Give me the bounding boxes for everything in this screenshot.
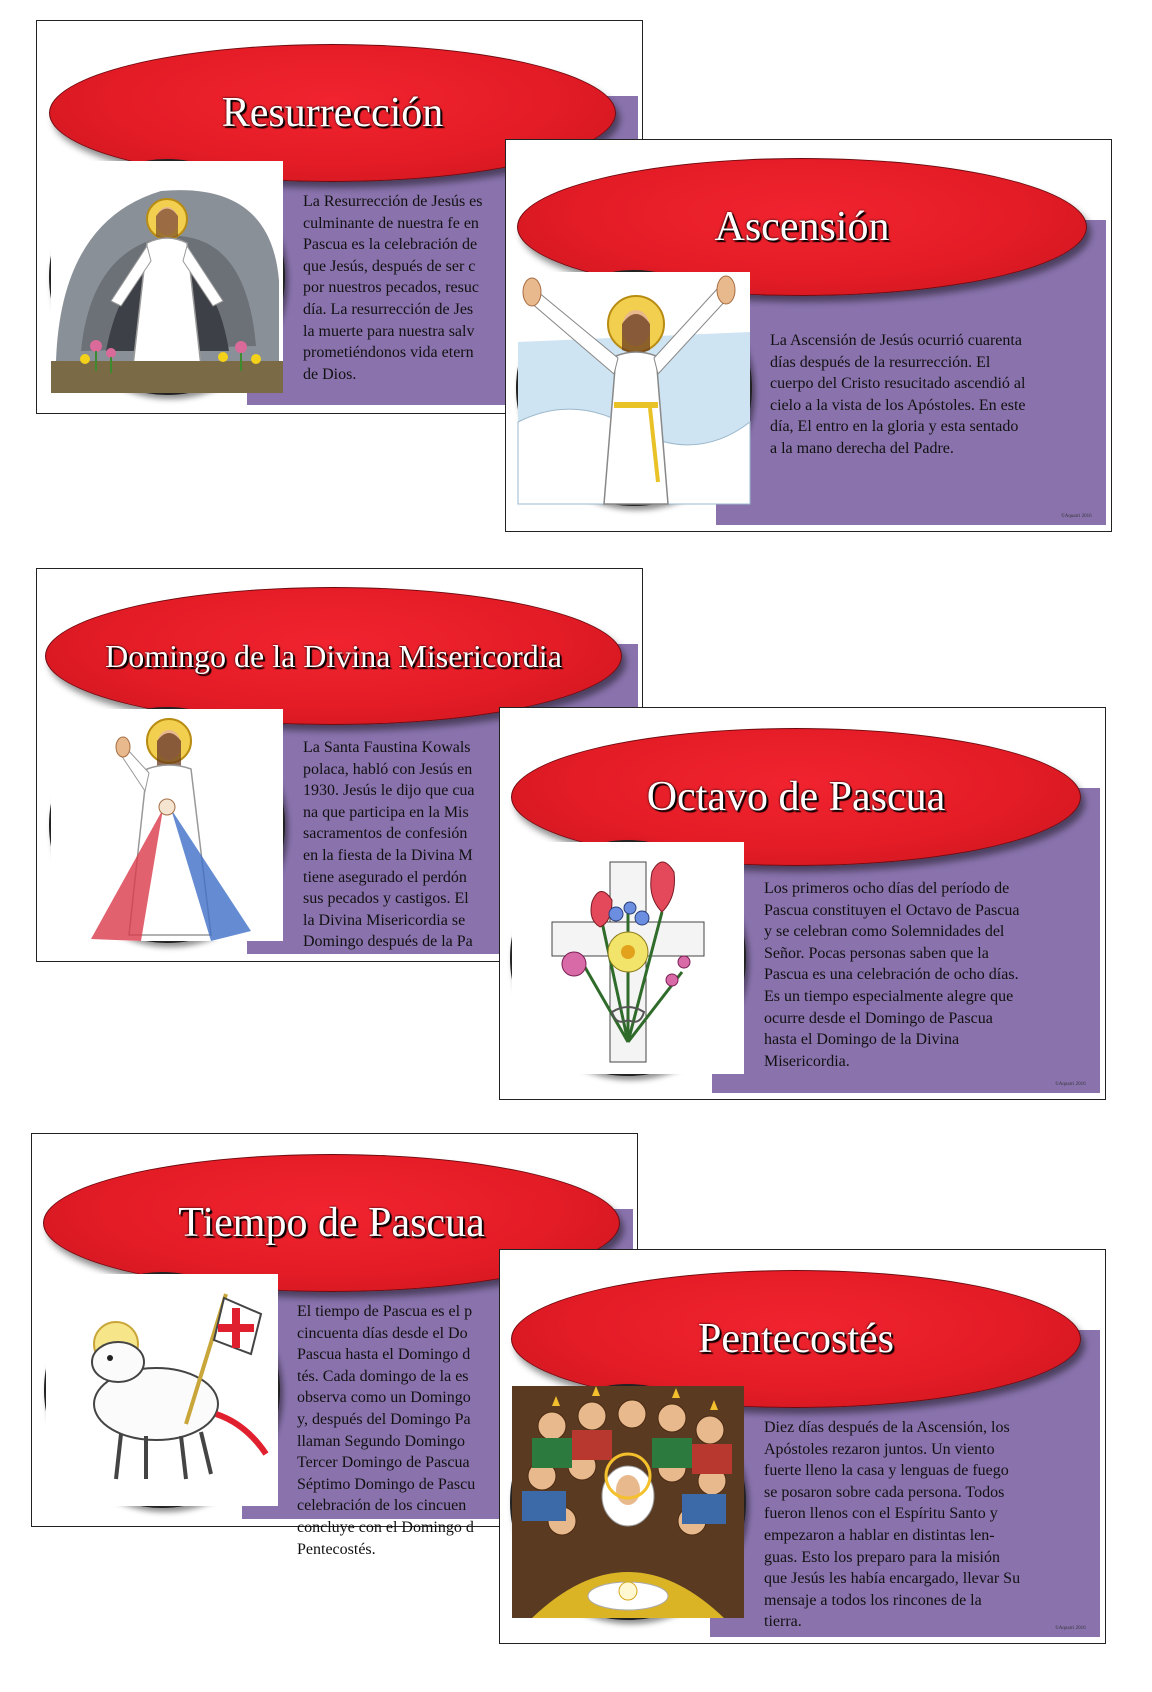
card-body-text: El tiempo de Pascua es el p cincuenta días desde el Do Pascua hasta el Domingo d tés. Cada domingo de la es observa como un Domingo y, después del Domingo Pa llaman Segundo Domingo Tercer Domingo de Pascua Séptimo Domingo de Pascu celebración de los cincuen concluye con el Domingo d Pentecostés.: [297, 1303, 476, 1558]
card-body-text: La Santa Faustina Kowals polaca, habló con Jesús en 1930. Jesús le dijo que cua na que participa en la Mis sacramentos de confesión en la fiesta de la Divina M tiene asegurado el perdón sus pecados y castigos. El la Divina Misericordia se Domingo después de la Pa: [303, 739, 475, 951]
risen-jesus-tomb-illustration: [49, 159, 285, 395]
card-body-text: La Ascensión de Jesús ocurrió cuarenta días después de la resurrección. El cuerpo del Cristo resucitado ascendió al cielo a la vista de los Apóstoles. En este día, El entro en la gloria y esta sentado a la mano derecha del Padre.: [770, 332, 1026, 457]
card-title: Resurrección: [221, 90, 444, 136]
card-body-text: La Resurrección de Jesús es culminante de nuestra fe en Pascua es la celebración de que Jesús, después de ser c por nuestros pecados, resuc día. La resurrección de Jes la muerte para nuestra salv prometiéndonos vida etern de Dios.: [303, 193, 483, 383]
card-pentecostes: [499, 1249, 1106, 1644]
card-body-text: Diez días después de la Ascensión, los Apóstoles rezaron juntos. Un viento fuerte lleno la casa y lenguas de fuego se posaron sobre cada persona. Todos fueron llenos con el Espíritu Santo y empezaron a hablar en distintas len- guas. Esto los preparo para la misión que Jesús les había encargado, llevar Su mensaje a todos los rincones de la tierra.: [764, 1419, 1021, 1631]
card-octavo-de-pascua: [499, 707, 1106, 1100]
title-banner: [45, 587, 622, 725]
copyright-text: ©Aquarri 2016: [1061, 514, 1092, 519]
card-title: Pentecostés: [698, 1316, 894, 1362]
card-body-text: Los primeros ocho días del período de Pascua constituyen el Octavo de Pascua y se celebran como Solemnidades del Señor. Pocas personas saben que la Pascua es una celebración de ocho días. Es un tiempo especialmente alegre que ocurre desde el Domingo de Pascua hasta el Domingo de la Divina Misericordia.: [764, 880, 1020, 1070]
flower-cross-illustration: [510, 840, 746, 1076]
divine-mercy-jesus-illustration: [49, 707, 285, 943]
card-ascension: [505, 139, 1112, 532]
paschal-lamb-illustration: [44, 1272, 280, 1508]
card-title: Tiempo de Pascua: [178, 1200, 485, 1246]
card-title: Octavo de Pascua: [646, 774, 946, 820]
card-title: Ascensión: [714, 204, 890, 250]
ascending-jesus-illustration: [516, 270, 752, 506]
copyright-text: ©Aquarri 2016: [1055, 1082, 1086, 1087]
copyright-text: ©Aquarri 2016: [1055, 1626, 1086, 1631]
pentecost-apostles-illustration: [510, 1384, 746, 1620]
card-title: Domingo de la Divina Misericordia: [105, 637, 562, 674]
